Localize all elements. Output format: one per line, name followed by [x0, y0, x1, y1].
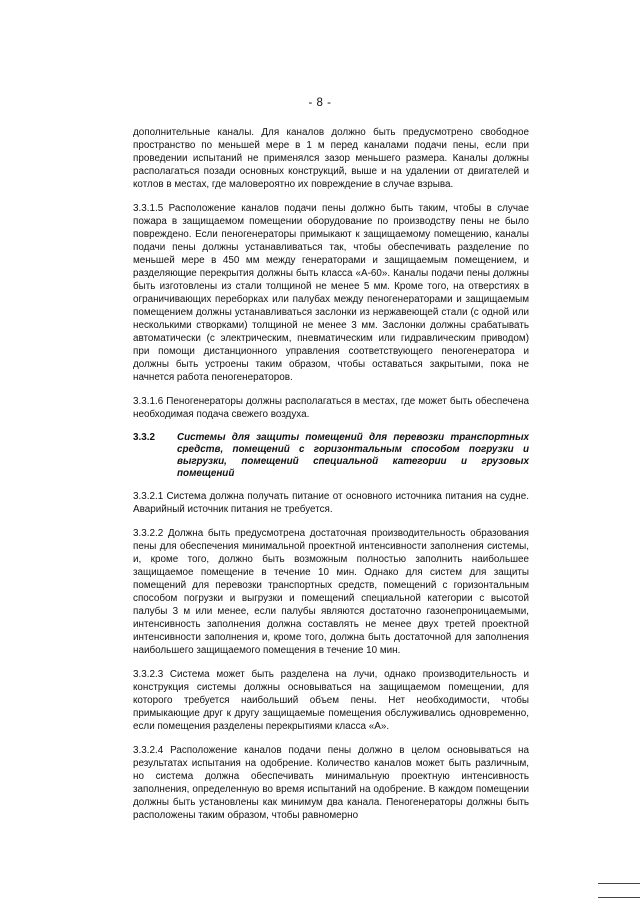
paragraph-3-3-2-2: 3.3.2.2 Должна быть предусмотрена достаточная производительность образования пены для обеспечения минимальной проектной интенсивности заполнения системы, и, кроме того, должно быть возможным полностью заполнить наибольшее защищаемое помещение в течение 10 мин. Однако для систем для защиты помещений для перевозки транспортных средств, помещений с горизонтальным способом погрузки и выгрузки и помещений специальной категории с высотой палубы 3 м или менее, если палубы являются достаточно газонепроницаемыми, интенсивность заполнения должна составлять не менее двух третей проектной интенсивности заполнения и, кроме того, должна быть достаточной для заполнения наибольшего защищаемого помещения в течение 10 мин. — [133, 528, 529, 656]
paragraph-3-3-2-3: 3.3.2.3 Система может быть разделена на лучи, однако производительность и конструкция системы должны основываться на защищаемом помещении, для которого требуется наибольший объем пены. Нет необходимости, чтобы примыкающие друг к другу защищаемые помещения обслуживались одновременно, если помещения разделены перекрытиями класса «А». — [133, 669, 529, 732]
paragraph-3-3-2-1: 3.3.2.1 Система должна получать питание от основного источника питания на судне. Аварийный источник питания не требуется. — [133, 491, 529, 515]
paragraph-3-3-1-6: 3.3.1.6 Пеногенераторы должны располагаться в местах, где может быть обеспечена необходимая подача свежего воздуха. — [133, 396, 529, 420]
paragraph-continuation: дополнительные каналы. Для каналов должно быть предусмотрено свободное пространство по меньшей мере в 1 м перед каналами подачи пены, если при проведении испытаний не применялся зазор меньшего размера. Каналы должны располагаться позади основных конструкций, выше и на удалении от двигателей и котлов в местах, где маловероятно их повреждение в случае взрыва. — [133, 127, 529, 190]
section-title: Системы для защиты помещений для перевозки транспортных средств, помещений с горизонтальным способом погрузки и выгрузки, помещений специальной категории и грузовых помещений — [177, 432, 529, 479]
corner-rule-top — [598, 883, 640, 884]
page-number: - 8 - — [308, 97, 332, 109]
section-number: 3.3.2 — [133, 432, 155, 443]
corner-rule-bottom — [598, 897, 640, 898]
section-heading — [133, 432, 529, 480]
paragraph-3-3-2-4: 3.3.2.4 Расположение каналов подачи пены должно в целом основываться на результатах испытания на одобрение. Количество каналов может быть различным, но система должна обеспечивать минимальную проектную интенсивность заполнения, определенную во время испытаний на одобрение. В каждом помещении должны быть установлены как минимум два канала. Пеногенераторы должны быть расположены таким образом, чтобы равномерно — [133, 745, 529, 821]
document-body — [133, 126, 529, 833]
paragraph-3-3-1-5: 3.3.1.5 Расположение каналов подачи пены должно быть таким, чтобы в случае пожара в защищаемом помещении оборудование по производству пены не было повреждено. Если пеногенераторы примыкают к защищаемому помещению, каналы подачи пены должны устанавливаться так, чтобы обеспечивать разделение по меньшей мере в 450 мм между генераторами и защищаемым помещением, и разделяющие перекрытия должны быть класса «А-60». Каналы подачи пены должны быть изготовлены из стали толщиной не менее 5 мм. Кроме того, на отверстиях в ограничивающих переборках или палубах между пеногенераторами и защищаемым помещением должны устанавливаться заслонки из нержавеющей стали (с одной или несколькими створками) толщиной не менее 3 мм. Заслонки должны срабатывать автоматически (с электрическим, пневматическим или гидравлическим приводом) при помощи дистанционного управления соответствующего пеногенератора и должны быть устроены таким образом, чтобы оставаться закрытыми, пока не начнется работа пеногенераторов. — [133, 203, 529, 383]
